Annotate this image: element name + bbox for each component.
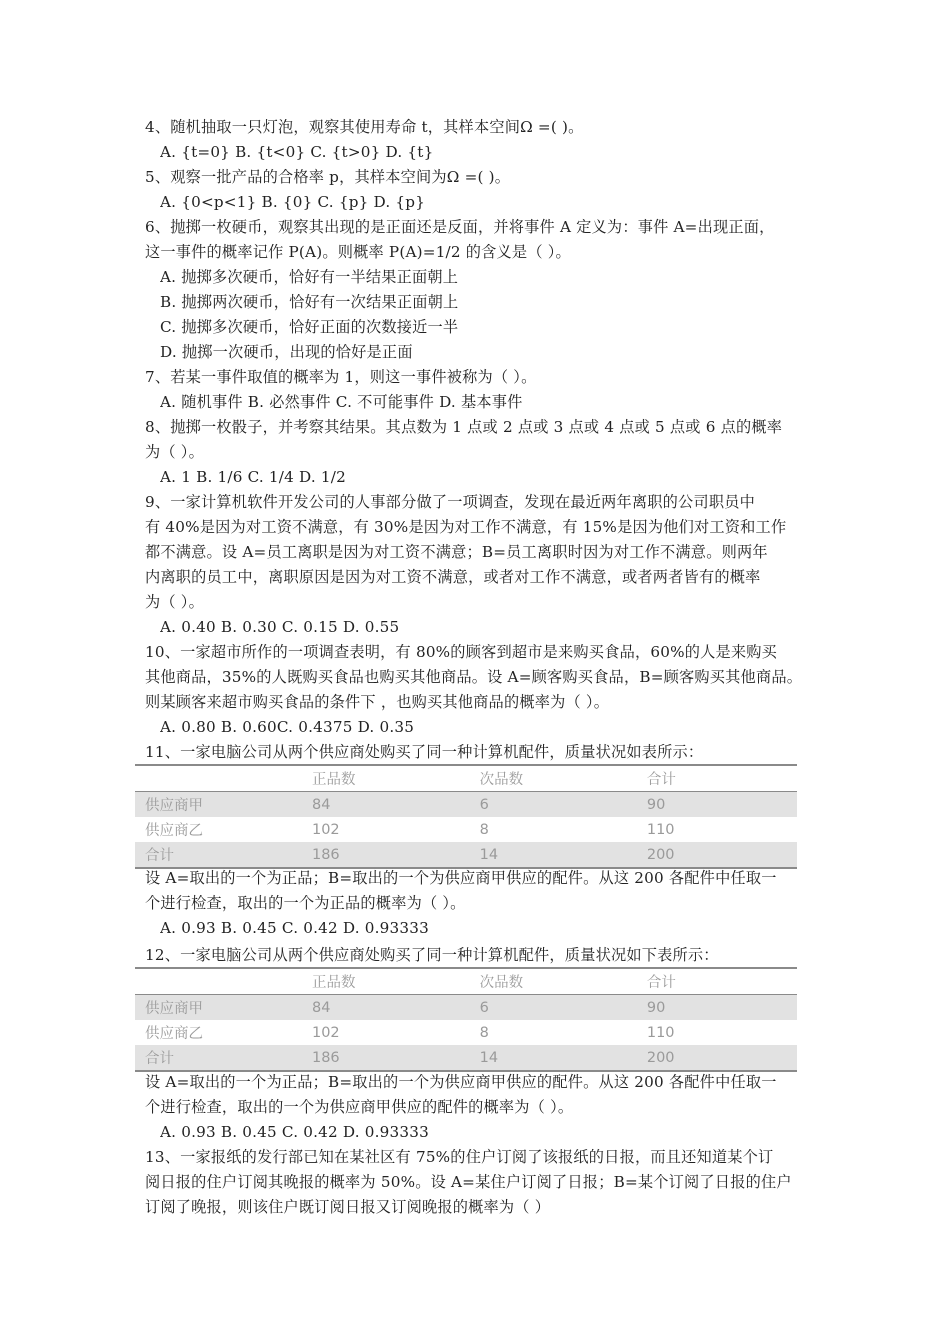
question-5-options: A. {0<p<1} B. {0} C. {p} D. {p}	[160, 193, 426, 211]
table-header-cell: 合计	[637, 765, 797, 792]
table-cell: 6	[470, 995, 637, 1021]
table-header-cell: 正品数	[302, 968, 470, 995]
question-6-option-c: C. 抛掷多次硬币，恰好正面的次数接近一半	[160, 318, 459, 336]
question-6-stem-line-2: 这一事件的概率记作 P(A)。则概率 P(A)=1/2 的含义是（ ）。	[145, 243, 571, 261]
table-cell: 供应商甲	[135, 995, 302, 1021]
question-4-options: A. {t=0} B. {t<0} C. {t>0} D. {t}	[160, 143, 434, 161]
question-13-stem-line-1: 13、一家报纸的发行部已知在某社区有 75%的住户订阅了该报纸的日报，而且还知道某个订	[145, 1148, 774, 1166]
table-cell: 14	[470, 842, 637, 868]
question-9-stem-line-1: 9、一家计算机软件开发公司的人事部分做了一项调查，发现在最近两年离职的公司职员中	[145, 493, 755, 511]
table-cell: 110	[646, 821, 675, 838]
question-8-stem-line-1: 8、抛掷一枚骰子，并考察其结果。其点数为 1 点或 2 点或 3 点或 4 点或 5 点或 6 点的概率	[145, 418, 783, 436]
table-cell: 110	[646, 1024, 675, 1041]
table-cell: 6	[470, 792, 637, 818]
table-cell: 供应商乙	[145, 823, 203, 839]
question-12-table	[135, 967, 797, 1072]
question-6-option-b: B. 抛掷两次硬币，恰好有一次结果正面朝上	[160, 293, 459, 311]
question-13-stem-line-2: 阅日报的住户订阅其晚报的概率为 50%。设 A=某住户订阅了日报；B=某个订阅了日报的住户	[145, 1173, 792, 1191]
question-13-stem-line-3: 订阅了晚报，则该住户既订阅日报又订阅晚报的概率为（ ）	[145, 1198, 551, 1216]
question-9-stem-line-2: 有 40%是因为对工资不满意，有 30%是因为对工作不满意，有 15%是因为他们对工资和工作	[145, 518, 787, 536]
question-5-stem: 5、观察一批产品的合格率 p，其样本空间为Ω =( )。	[145, 168, 511, 186]
table-row	[135, 1045, 797, 1071]
question-7-options: A. 随机事件 B. 必然事件 C. 不可能事件 D. 基本事件	[160, 393, 523, 411]
question-6-option-a: A. 抛掷多次硬币，恰好有一半结果正面朝上	[160, 268, 459, 286]
table-header-cell: 次品数	[470, 968, 637, 995]
question-9-options: A. 0.40 B. 0.30 C. 0.15 D. 0.55	[160, 618, 400, 636]
table-cell: 8	[479, 1024, 489, 1041]
table-cell: 90	[637, 995, 797, 1021]
question-12-stem: 12、一家电脑公司从两个供应商处购买了同一种计算机配件，质量状况如下表所示：	[145, 946, 719, 964]
question-9-stem-line-5: 为（ ）。	[145, 593, 204, 611]
question-10-stem-line-3: 则某顾客来超市购买食品的条件下 ，也购买其他商品的概率为（ ）。	[145, 693, 610, 711]
question-8-options: A. 1 B. 1/6 C. 1/4 D. 1/2	[160, 468, 346, 486]
table-cell: 200	[637, 1045, 797, 1071]
table-row	[135, 1020, 797, 1045]
table-cell: 合计	[135, 842, 302, 868]
table-cell: 84	[302, 995, 470, 1021]
question-12-text-line-1: 设 A=取出的一个为正品；B=取出的一个为供应商甲供应的配件。从这 200 各配件中任取一	[145, 1073, 777, 1091]
table-cell: 14	[470, 1045, 637, 1071]
table-header-cell: 正品数	[302, 765, 470, 792]
table-cell: 200	[637, 842, 797, 868]
question-11-text-line-2: 个进行检查，取出的一个为正品的概率为（ ）。	[145, 894, 466, 912]
table-header-row	[135, 968, 797, 995]
table-row	[135, 995, 797, 1021]
table-cell: 84	[302, 792, 470, 818]
question-6-option-d: D. 抛掷一次硬币，出现的恰好是正面	[160, 343, 413, 361]
table-row	[135, 842, 797, 868]
table-header-cell	[135, 765, 302, 792]
question-6-stem-line-1: 6、抛掷一枚硬币，观察其出现的是正面还是反面，并将事件 A 定义为：事件 A=出现正面，	[145, 218, 775, 236]
table-cell: 186	[302, 842, 470, 868]
table-header-cell	[135, 968, 302, 995]
table-cell: 8	[479, 821, 489, 838]
table-header-cell: 合计	[637, 968, 797, 995]
table-cell: 合计	[135, 1045, 302, 1071]
question-9-stem-line-3: 都不满意。设 A=员工离职是因为对工资不满意；B=员工离职时因为对工作不满意。则两年	[145, 543, 768, 561]
question-11-table	[135, 764, 797, 869]
question-11-stem: 11、一家电脑公司从两个供应商处购买了同一种计算机配件，质量状况如表所示：	[145, 743, 704, 761]
table-row	[135, 792, 797, 818]
question-8-stem-line-2: 为（ ）。	[145, 443, 204, 461]
question-7-stem: 7、若某一事件取值的概率为 1，则这一事件被称为（ ）。	[145, 368, 537, 386]
table-cell: 186	[302, 1045, 470, 1071]
question-10-stem-line-2: 其他商品，35%的人既购买食品也购买其他商品。设 A=顾客购买食品，B=顾客购买其他商品。	[145, 668, 803, 686]
table-header-cell: 次品数	[470, 765, 637, 792]
table-cell: 102	[311, 1024, 340, 1041]
question-12-text-line-2: 个进行检查，取出的一个为供应商甲供应的配件的概率为（ ）。	[145, 1098, 574, 1116]
question-11-options: A. 0.93 B. 0.45 C. 0.42 D. 0.93333	[160, 919, 429, 937]
table-row	[135, 817, 797, 842]
table-cell: 供应商乙	[145, 1026, 203, 1042]
question-10-options: A. 0.80 B. 0.60C. 0.4375 D. 0.35	[160, 718, 415, 736]
question-11-text-line-1: 设 A=取出的一个为正品；B=取出的一个为供应商甲供应的配件。从这 200 各配件中任取一	[145, 869, 777, 887]
table-cell: 102	[311, 821, 340, 838]
question-10-stem-line-1: 10、一家超市所作的一项调查表明，有 80%的顾客到超市是来购买食品，60%的人是来购买	[145, 643, 778, 661]
table-cell: 供应商甲	[135, 792, 302, 818]
question-12-options: A. 0.93 B. 0.45 C. 0.42 D. 0.93333	[160, 1123, 429, 1141]
question-4-stem: 4、随机抽取一只灯泡，观察其使用寿命 t，其样本空间Ω =( )。	[145, 118, 584, 136]
table-header-row	[135, 765, 797, 792]
table-cell: 90	[637, 792, 797, 818]
question-9-stem-line-4: 内离职的员工中，离职原因是因为对工资不满意，或者对工作不满意，或者两者皆有的概率	[145, 568, 761, 586]
